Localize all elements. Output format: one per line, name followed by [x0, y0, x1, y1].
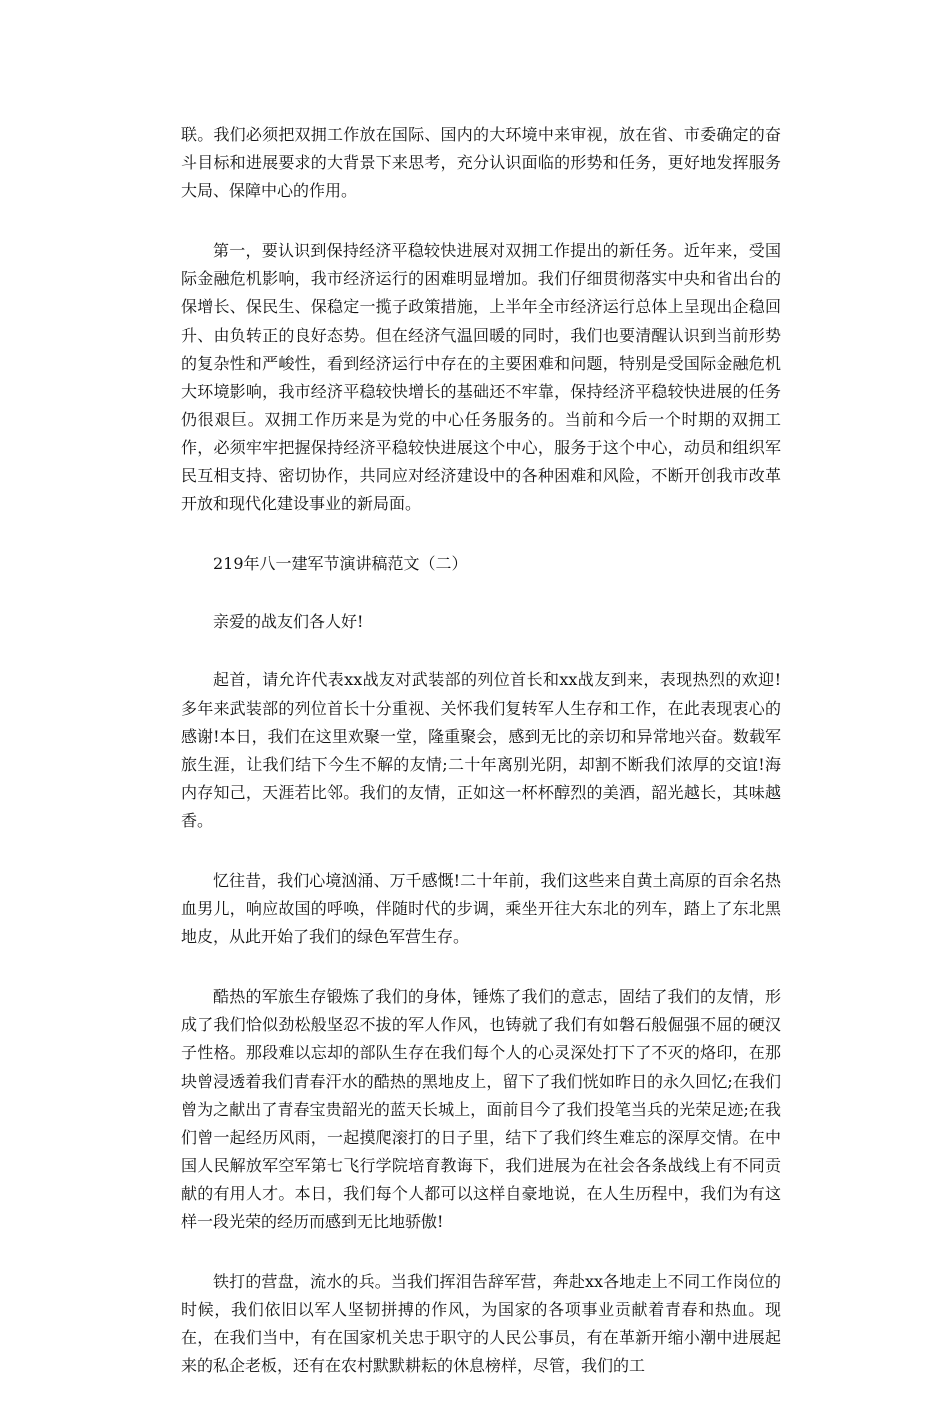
- paragraph-after-service: 铁打的营盘，流水的兵。当我们挥泪告辞军营，奔赴xx各地走上不同工作岗位的时候，我们依旧以军人坚韧拼搏的作风，为国家的各项事业贡献着青春和热血。现在，在我们当中，有在国家机关忠于职守的人民公事员，有在革新开缩小潮中进展起来的私企老板，还有在农村默默耕耘的休息榜样，尽管，我们的工: [181, 1272, 781, 1376]
- greeting-line: 亲爱的战友们各人好!: [213, 612, 364, 632]
- paragraph-military-life: 酷热的军旅生存锻炼了我们的身体，锤炼了我们的意志，固结了我们的友情，形成了我们恰似劲松般坚忍不拔的军人作风，也铸就了我们有如磐石般倔强不屈的硬汉子性格。那段难以忘却的部队生存在我们每个人的心灵深处打下了不灭的烙印，在那块曾浸透着我们青春汗水的酷热的黑地皮上，留下了我们恍如昨日的永久回忆;在我们曾为之献出了青春宝贵韶光的蓝天长城上，面前目今了我们投笔当兵的光荣足迹;在我们曾一起经历风雨，一起摸爬滚打的日子里，结下了我们终生难忘的深厚交情。在中国人民解放军空军第七飞行学院培育教诲下，我们进展为在社会各条战线上有不同贡献的有用人才。本日，我们每个人都可以这样自豪地说，在人生历程中，我们为有这样一段光荣的经历而感到无比地骄傲!: [181, 987, 781, 1231]
- paragraph-recollection: 忆往昔，我们心境汹涌、万千感慨!二十年前，我们这些来自黄土高原的百余名热血男儿，响应故国的呼唤，伴随时代的步调，乘坐开往大东北的列车，踏上了东北黑地皮，从此开始了我们的绿色军营生存。: [181, 870, 781, 947]
- paragraph-continuation: 联。我们必须把双拥工作放在国际、国内的大环境中来审视，放在省、市委确定的奋斗目标和进展要求的大背景下来思考，充分认识面临的形势和任务，更好地发挥服务大局、保障中心的作用。: [181, 125, 781, 201]
- paragraph-first-point: 第一，要认识到保持经济平稳较快进展对双拥工作提出的新任务。近年来，受国际金融危机影响，我市经济运行的困难明显增加。我们仔细贯彻落实中央和省出台的保增长、保民生、保稳定一揽子政策措施，上半年全市经济运行总体上呈现出企稳回升、由负转正的良好态势。但在经济气温回暖的同时，我们也要清醒认识到当前形势的复杂性和严峻性，看到经济运行中存在的主要困难和问题，特别是受国际金融危机大环境影响，我市经济平稳较快增长的基础还不牢靠，保持经济平稳较快进展的任务仍很艰巨。双拥工作历来是为党的中心任务服务的。当前和今后一个时期的双拥工作，必须牢牢把握保持经济平稳较快进展这个中心，服务于这个中心，动员和组织军民互相支持、密切协作，共同应对经济建设中的各种困难和风险，不断开创我市改革开放和现代化建设事业的新局面。: [181, 241, 781, 514]
- section-heading: 219年八一建军节演讲稿范文（二）: [213, 554, 468, 574]
- paragraph-welcome: 起首，请允许代表xx战友对武装部的列位首长和xx战友到来，表现热烈的欢迎!多年来武装部的列位首长十分重视、关怀我们复转军人生存和工作，在此表现衷心的感谢!本日，我们在这里欢聚一堂，隆重聚会，感到无比的亲切和异常地兴奋。数载军旅生涯，让我们结下今生不解的友情;二十年离别光阴，却割不断我们浓厚的交谊!海内存知己，天涯若比邻。我们的友情，正如这一杯杯醇烈的美酒，韶光越长，其味越香。: [181, 670, 781, 830]
- document-body: [181, 121, 781, 1412]
